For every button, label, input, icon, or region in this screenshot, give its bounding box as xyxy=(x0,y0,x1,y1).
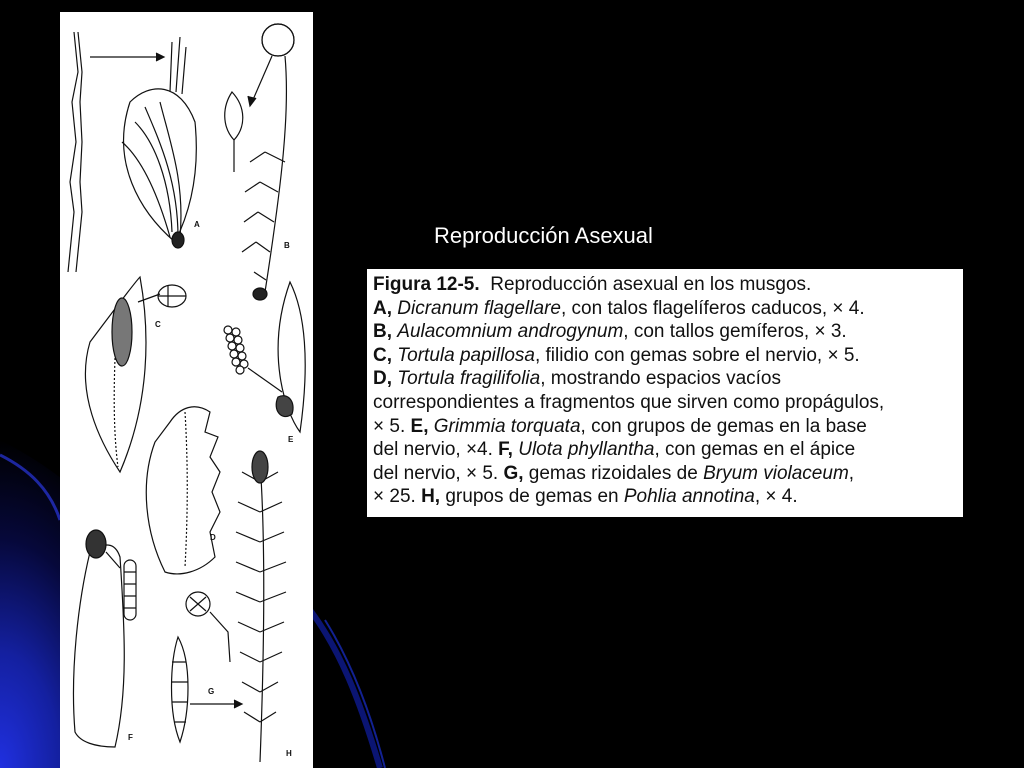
panel-label-d: D xyxy=(210,533,216,542)
slide-title: Reproducción Asexual xyxy=(434,223,653,248)
panel-label-g: G xyxy=(208,687,215,696)
caption-entry-d-cont: correspondientes a fragmentos que sirven como propágulos, xyxy=(373,391,885,413)
caption-entry-h: × 25. H, grupos de gemas en Pohlia annotina, × 4. xyxy=(373,486,798,508)
panel-label-b: B xyxy=(284,241,290,250)
moss-figure-illustration xyxy=(60,12,313,768)
panel-label-f: F xyxy=(128,733,133,742)
moss-drawings xyxy=(60,12,313,768)
panel-label-a: A xyxy=(194,220,200,229)
caption-figure-title: Reproducción asexual en los musgos. xyxy=(490,274,812,295)
caption-heading xyxy=(373,273,957,297)
caption-figure-number: Figura 12-5. xyxy=(373,274,480,295)
caption-entry-c: C, Tortula papillosa, filidio con gemas sobre el nervio, × 5. xyxy=(373,344,860,366)
panel-label-e: E xyxy=(288,435,294,444)
caption-entry-g: del nervio, × 5. G, gemas rizoidales de Bryum violaceum, xyxy=(373,462,855,484)
caption-entry-d: D, Tortula fragilifolia, mostrando espacios vacíos xyxy=(373,368,782,390)
caption-entry-a: A, Dicranum flagellare, con talos flagelíferos caducos, × 4. xyxy=(373,297,865,319)
caption-entry-b: B, Aulacomnium androgynum, con tallos gemíferos, × 3. xyxy=(373,321,847,343)
figure-caption xyxy=(367,269,963,517)
panel-label-h: H xyxy=(286,749,292,758)
panel-label-c: C xyxy=(155,320,161,329)
caption-entry-e: × 5. E, Grimmia torquata, con grupos de gemas en la base xyxy=(373,415,867,437)
caption-entry-f: del nervio, ×4. F, Ulota phyllantha, con gemas en el ápice xyxy=(373,439,856,461)
